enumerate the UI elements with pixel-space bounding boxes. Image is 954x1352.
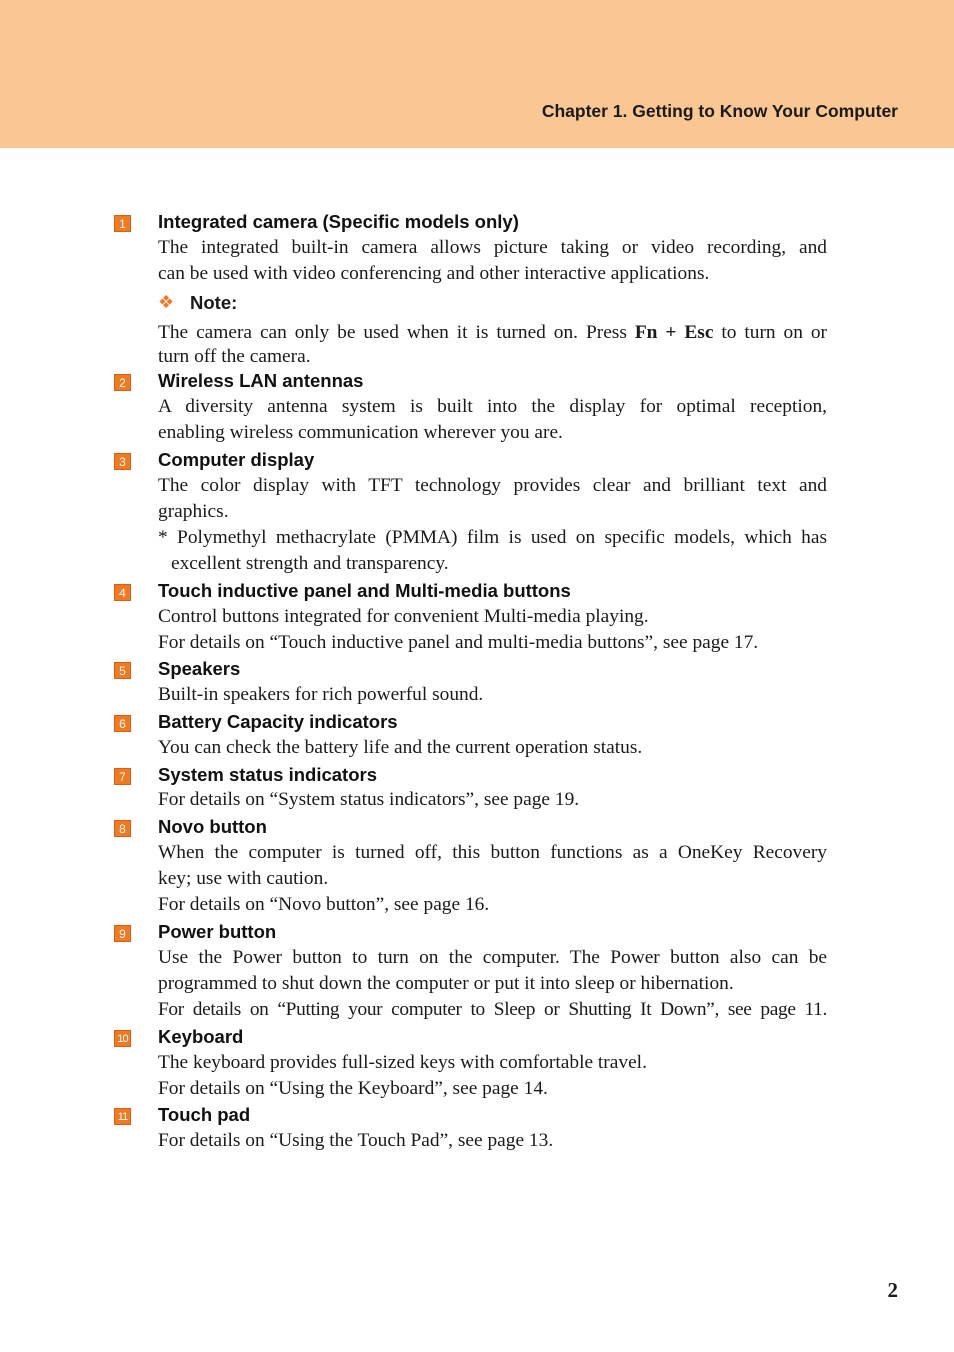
item-heading: Keyboard <box>158 1026 244 1047</box>
item-heading: Touch inductive panel and Multi-media buttons <box>158 580 571 601</box>
item-line: Control buttons integrated for convenient Multi-media playing. <box>158 606 649 627</box>
item-number-badge: 1 <box>114 215 131 232</box>
item-line: When the computer is turned off, this button functions as a OneKey Recovery <box>158 842 827 863</box>
item-number-badge: 6 <box>114 715 131 732</box>
item-line: For details on “Touch inductive panel and multi-media buttons”, see page 17. <box>158 632 759 653</box>
item-line: For details on “Novo button”, see page 16. <box>158 894 490 915</box>
note-text: The camera can only be used when it is turned on. Press Fn + Esc to turn on or <box>158 322 827 343</box>
item-heading: Speakers <box>158 658 241 679</box>
note-text-line2: turn off the camera. <box>158 346 311 367</box>
item-line: enabling wireless communication wherever you are. <box>158 422 563 443</box>
note-diamond-icon: ❖ <box>158 292 175 313</box>
item-line: can be used with video conferencing and other interactive applications. <box>158 263 710 284</box>
item-line: A diversity antenna system is built into the display for optimal reception, <box>158 396 827 417</box>
item-line: You can check the battery life and the current operation status. <box>158 737 643 758</box>
footnote-line: excellent strength and transparency. <box>171 553 449 574</box>
key-fn: Fn <box>634 322 658 343</box>
item-line: The color display with TFT technology provides clear and brilliant text and <box>158 475 827 496</box>
item-heading: Touch pad <box>158 1104 251 1125</box>
footnote <box>158 525 827 577</box>
item-heading: Novo button <box>158 816 267 837</box>
item-number-badge: 8 <box>114 820 131 837</box>
item-line: Use the Power button to turn on the computer. The Power button also can be <box>158 947 827 968</box>
item-heading: Power button <box>158 921 277 942</box>
item-heading: Computer display <box>158 449 315 470</box>
item-number-badge: 10 <box>114 1030 131 1047</box>
item-heading: Battery Capacity indicators <box>158 711 398 732</box>
item-number-badge: 9 <box>114 925 131 942</box>
item-line: programmed to shut down the computer or put it into sleep or hibernation. <box>158 973 734 994</box>
key-esc: Esc <box>684 322 714 343</box>
item-number-badge: 11 <box>114 1108 131 1125</box>
item-number-badge: 7 <box>114 768 131 785</box>
note-label: Note: <box>190 292 238 313</box>
item-number-badge: 3 <box>114 453 131 470</box>
footnote-line: * Polymethyl methacrylate (PMMA) film is used on specific models, which has <box>158 527 827 548</box>
item-heading: Wireless LAN antennas <box>158 370 364 391</box>
item-line: For details on “Using the Touch Pad”, see page 13. <box>158 1130 554 1151</box>
item-line: For details on “System status indicators”, see page 19. <box>158 789 580 810</box>
item-line: For details on “Putting your computer to Sleep or Shutting It Down”, see page 11. <box>158 999 827 1020</box>
header-band <box>0 0 954 148</box>
item-line: Built-in speakers for rich powerful sound. <box>158 684 484 705</box>
chapter-title: Chapter 1. Getting to Know Your Computer <box>541 101 898 121</box>
item-number-badge: 2 <box>114 374 131 391</box>
item-line: The keyboard provides full-sized keys with comfortable travel. <box>158 1052 647 1073</box>
item-line: graphics. <box>158 501 229 522</box>
item-heading: Integrated camera (Specific models only) <box>158 211 519 232</box>
item-number-badge: 5 <box>114 662 131 679</box>
item-line: For details on “Using the Keyboard”, see page 14. <box>158 1078 548 1099</box>
item-number-badge: 4 <box>114 584 131 601</box>
item-line: key; use with caution. <box>158 868 329 889</box>
item-line: The integrated built-in camera allows picture taking or video recording, and <box>158 237 827 258</box>
item-heading: System status indicators <box>158 764 377 785</box>
page-number: 2 <box>887 1278 898 1302</box>
